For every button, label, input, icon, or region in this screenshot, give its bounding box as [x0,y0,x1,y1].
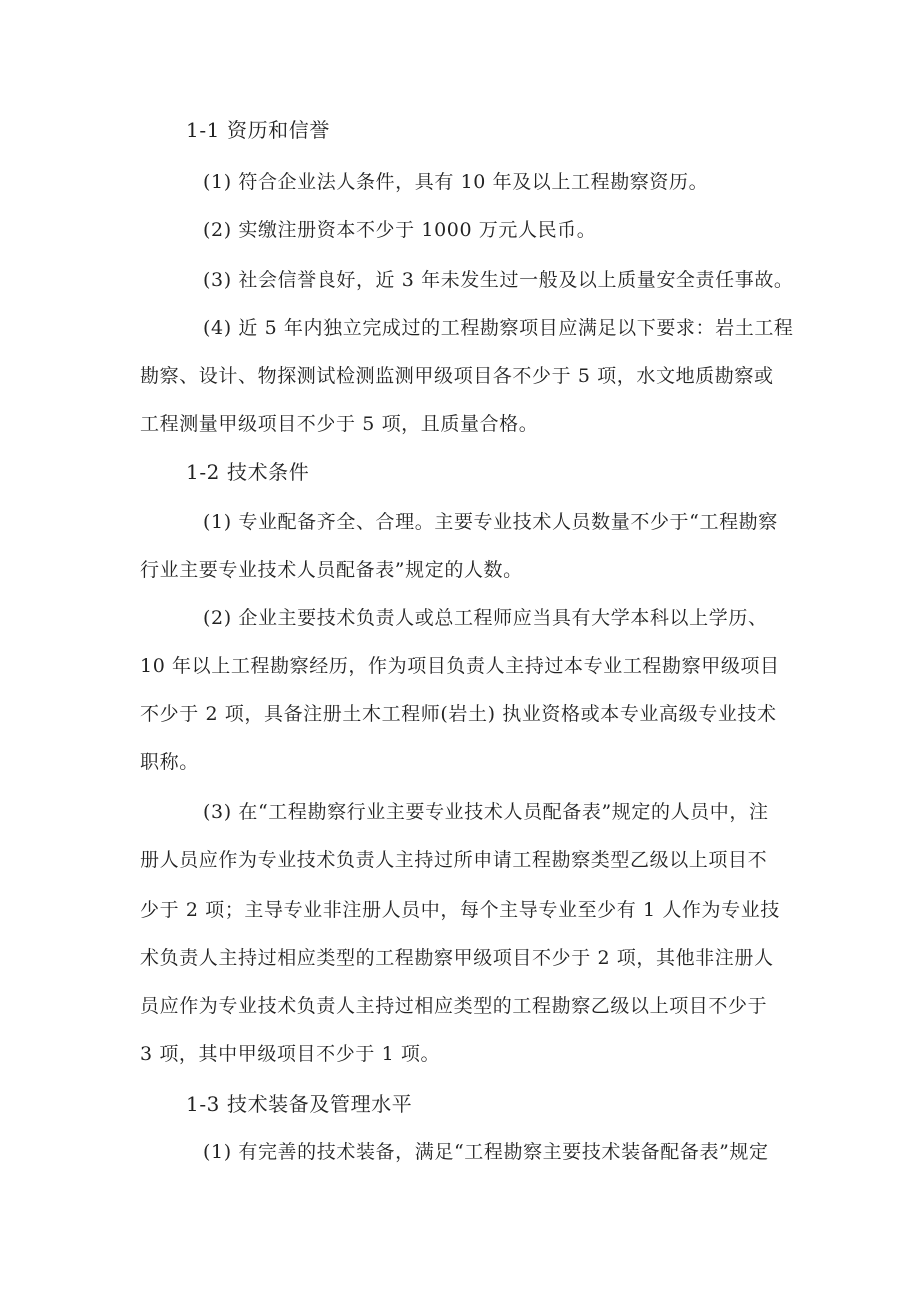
paragraph-line: 不少于 2 项，具备注册土木工程师(岩土) 执业资格或本专业高级专业技术 [140,703,777,725]
section-heading: 1-3 技术装备及管理水平 [186,1092,413,1116]
paragraph-line: 册人员应作为专业技术负责人主持过所申请工程勘察类型乙级以上项目不 [140,849,768,871]
paragraph-line: 行业主要专业技术人员配备表”规定的人数。 [140,559,523,581]
paragraph-line: 10 年以上工程勘察经历，作为项目负责人主持过本专业工程勘察甲级项目 [140,655,780,677]
paragraph-line: (3) 在“工程勘察行业主要专业技术人员配备表”规定的人员中，注 [203,801,769,823]
paragraph-line: (1) 有完善的技术装备，满足“工程勘察主要技术装备配备表”规定 [203,1141,769,1163]
paragraph-line: 勘察、设计、物探测试检测监测甲级项目各不少于 5 项，水文地质勘察或 [140,365,774,387]
paragraph-line: 术负责人主持过相应类型的工程勘察甲级项目不少于 2 项，其他非注册人 [140,947,774,969]
paragraph-line: (2) 企业主要技术负责人或总工程师应当具有大学本科以上学历、 [203,607,768,629]
paragraph-line: 员应作为专业技术负责人主持过相应类型的工程勘察乙级以上项目不少于 [140,995,768,1017]
paragraph-line: (3) 社会信誉良好，近 3 年未发生过一般及以上质量安全责任事故。 [203,269,794,291]
paragraph-line: 少于 2 项；主导专业非注册人员中，每个主导专业至少有 1 人作为专业技 [140,899,780,921]
paragraph-line: (2) 实缴注册资本不少于 1000 万元人民币。 [203,219,597,241]
paragraph-line: (1) 专业配备齐全、合理。主要专业技术人员数量不少于“工程勘察 [203,511,778,533]
section-heading: 1-2 技术条件 [186,460,310,484]
paragraph-line: (1) 符合企业法人条件，具有 10 年及以上工程勘察资历。 [203,171,709,193]
paragraph-line: 职称。 [140,751,199,773]
paragraph-line: 3 项，其中甲级项目不少于 1 项。 [140,1043,441,1065]
paragraph-line: 工程测量甲级项目不少于 5 项，且质量合格。 [140,413,539,435]
paragraph-line: (4) 近 5 年内独立完成过的工程勘察项目应满足以下要求：岩土工程 [203,317,794,339]
section-heading: 1-1 资历和信誉 [186,118,330,142]
